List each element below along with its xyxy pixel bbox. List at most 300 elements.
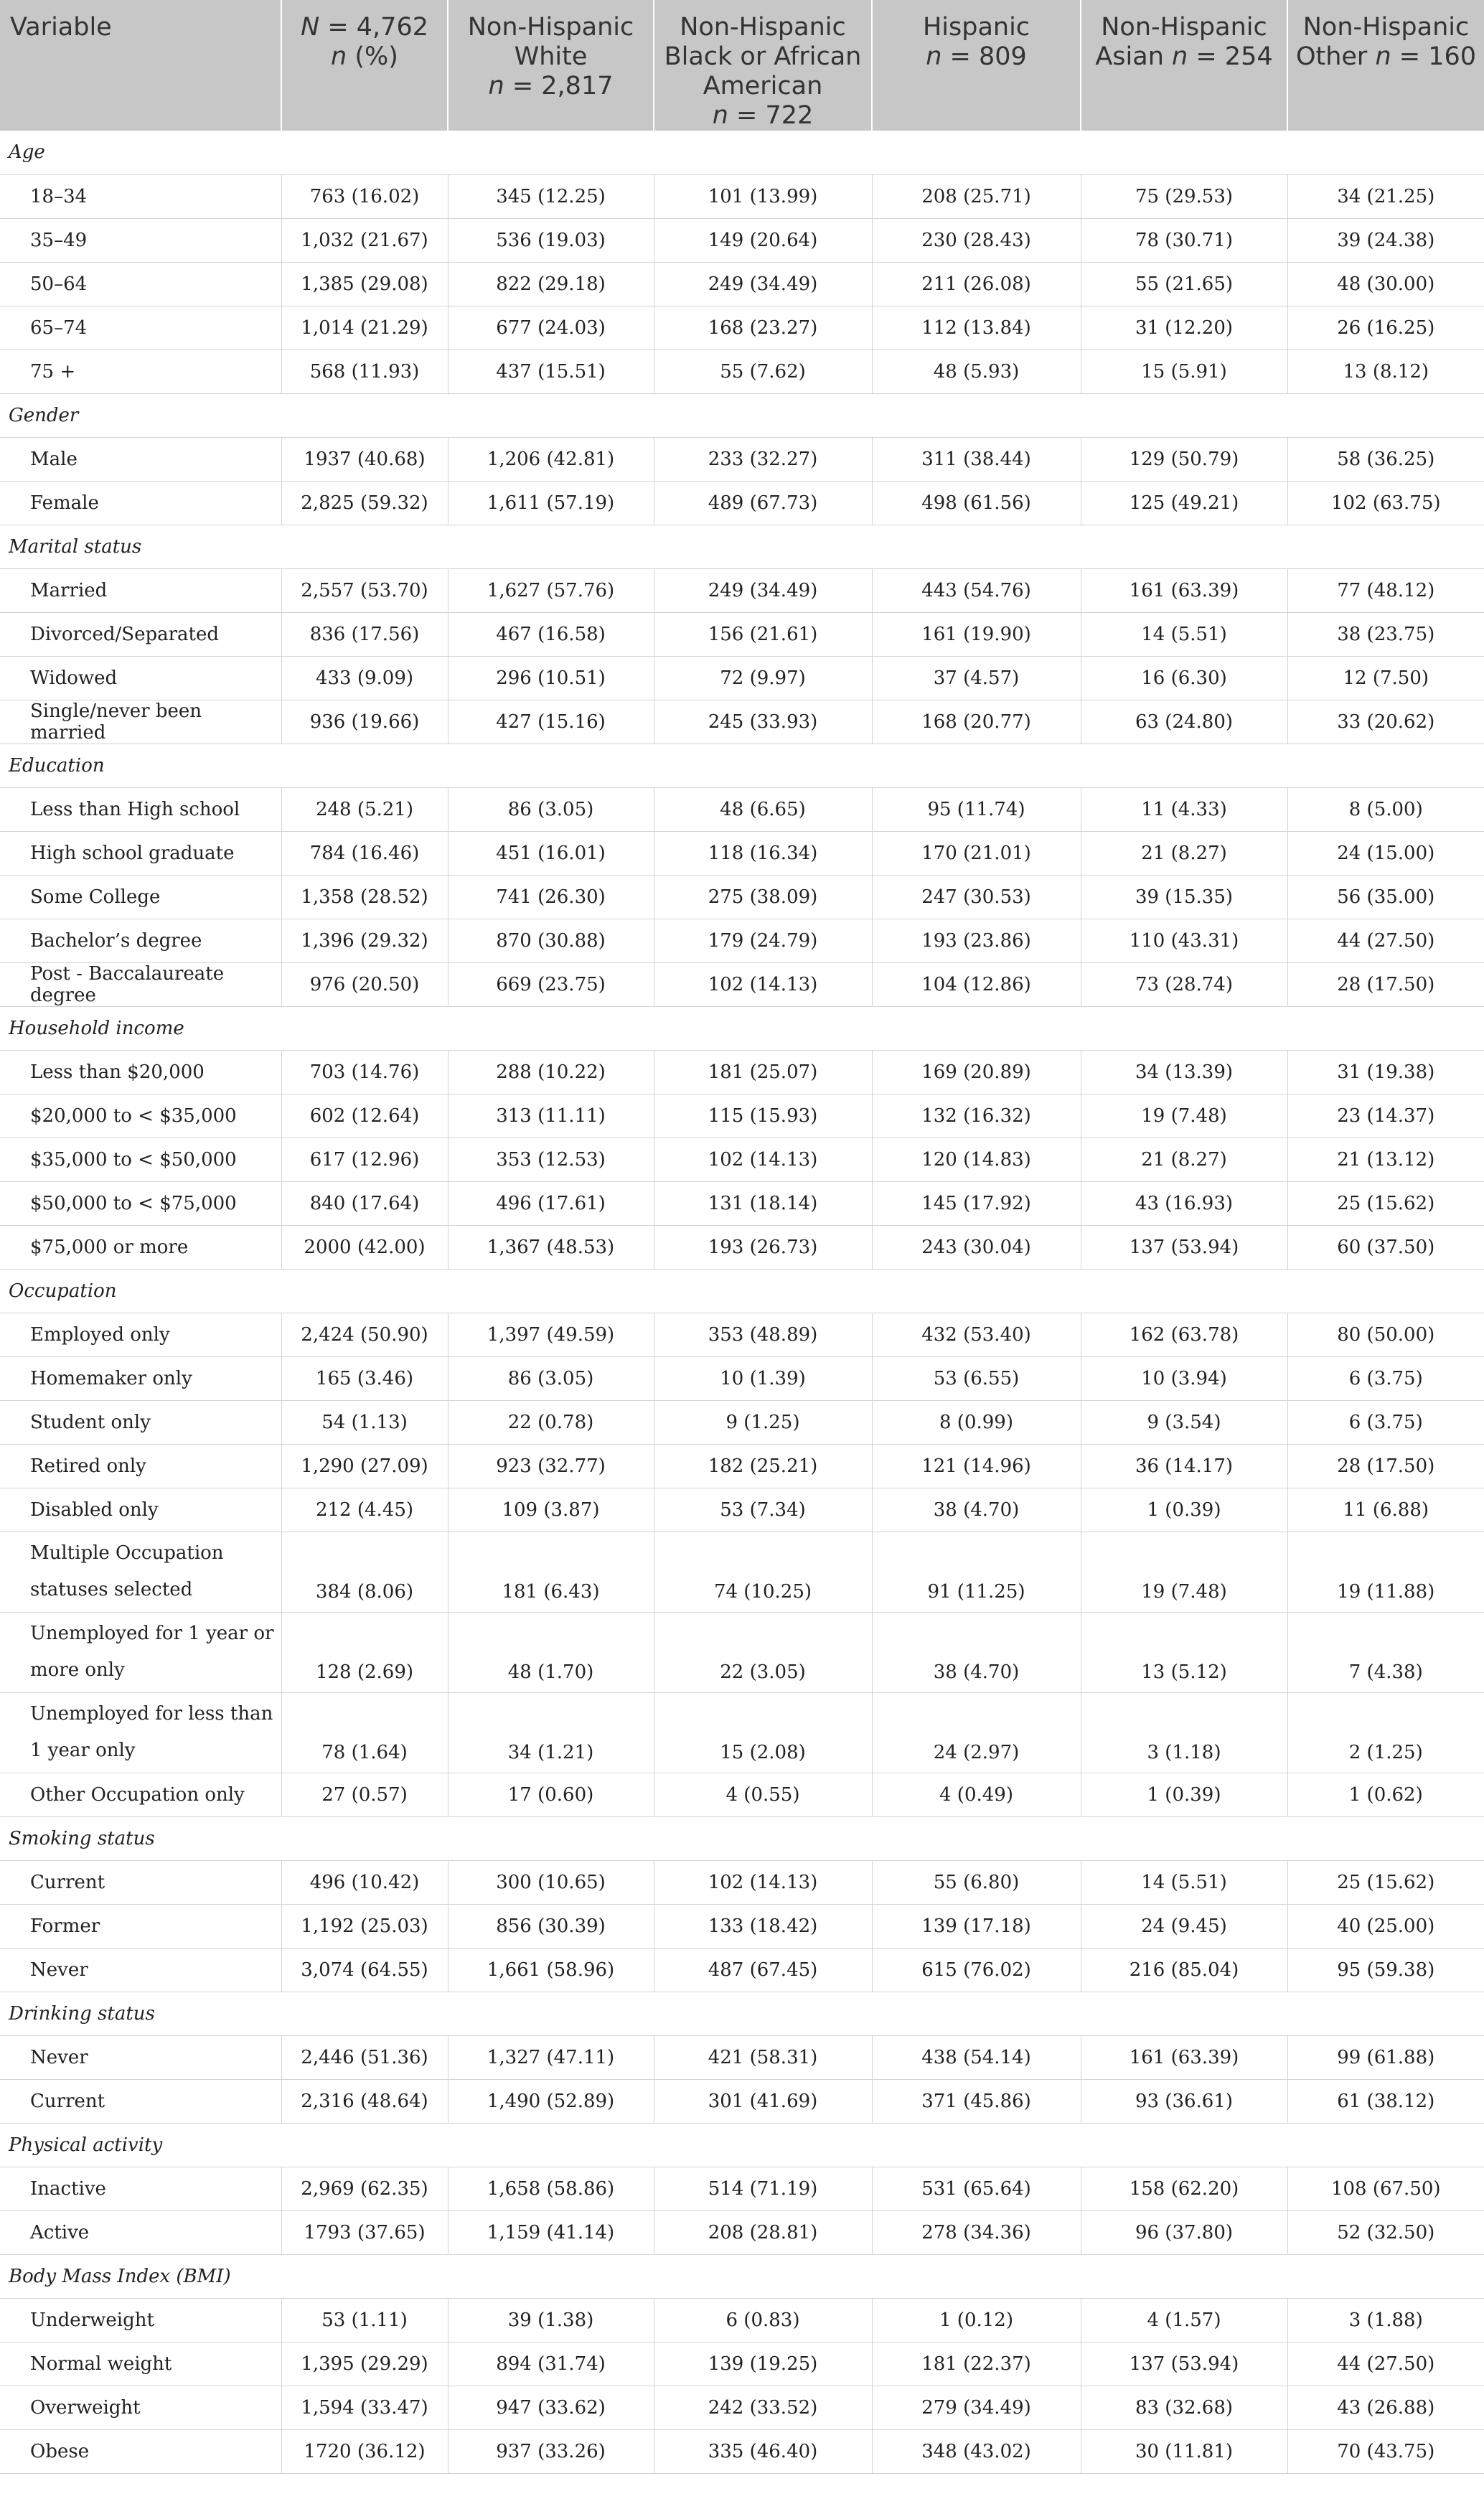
table-cell: 27 (0.57)	[281, 1773, 448, 1816]
table-row	[0, 1313, 1484, 1356]
table-cell: 313 (11.11)	[448, 1094, 654, 1138]
table-cell: 9 (3.54)	[1081, 1400, 1287, 1444]
row-label: Disabled only	[0, 1488, 281, 1532]
table-cell: 617 (12.96)	[281, 1138, 448, 1181]
table-cell: 335 (46.40)	[654, 2429, 872, 2473]
table-cell: 1,594 (33.47)	[281, 2386, 448, 2429]
row-label: $75,000 or more	[0, 1225, 281, 1269]
section-header-row	[0, 1006, 1484, 1050]
table-cell: 12 (7.50)	[1287, 656, 1484, 700]
table-row	[0, 1773, 1484, 1816]
table-cell: 38 (23.75)	[1287, 612, 1484, 656]
table-cell: 95 (59.38)	[1287, 1948, 1484, 1992]
table-cell: 86 (3.05)	[448, 1356, 654, 1400]
row-label: Never	[0, 2035, 281, 2079]
table-cell: 161 (63.39)	[1081, 568, 1287, 612]
section-title: Gender	[0, 393, 1484, 437]
table-cell: 245 (33.93)	[654, 700, 872, 744]
table-cell: 2,424 (50.90)	[281, 1313, 448, 1356]
table-cell: 96 (37.80)	[1081, 2210, 1287, 2254]
table-cell: 121 (14.96)	[872, 1444, 1081, 1488]
table-cell: 93 (36.61)	[1081, 2079, 1287, 2123]
table-cell: 353 (48.89)	[654, 1313, 872, 1356]
row-label: Student only	[0, 1400, 281, 1444]
table-cell: 279 (34.49)	[872, 2386, 1081, 2429]
table-cell: 28 (17.50)	[1287, 1444, 1484, 1488]
table-cell: 536 (19.03)	[448, 218, 654, 262]
table-cell: 14 (5.51)	[1081, 612, 1287, 656]
table-cell: 37 (4.57)	[872, 656, 1081, 700]
table-cell: 1,192 (25.03)	[281, 1904, 448, 1948]
row-label: Inactive	[0, 2167, 281, 2210]
table-row	[0, 656, 1484, 700]
table-cell: 61 (38.12)	[1287, 2079, 1484, 2123]
table-cell: 1,395 (29.29)	[281, 2342, 448, 2386]
table-cell: 822 (29.18)	[448, 262, 654, 306]
table-cell: 109 (3.87)	[448, 1488, 654, 1532]
table-cell: 43 (16.93)	[1081, 1181, 1287, 1225]
table-cell: 669 (23.75)	[448, 962, 654, 1006]
table-row	[0, 787, 1484, 831]
table-cell: 48 (6.65)	[654, 787, 872, 831]
table-cell: 300 (10.65)	[448, 1860, 654, 1904]
row-label: $35,000 to < $50,000	[0, 1138, 281, 1181]
row-label: Male	[0, 437, 281, 481]
table-cell: 91 (11.25)	[872, 1532, 1081, 1612]
table-cell: 498 (61.56)	[872, 481, 1081, 525]
table-cell: 168 (23.27)	[654, 306, 872, 350]
row-label: Widowed	[0, 656, 281, 700]
section-header-row	[0, 2123, 1484, 2167]
row-label: 75 +	[0, 350, 281, 393]
row-label: Less than High school	[0, 787, 281, 831]
table-cell: 25 (15.62)	[1287, 1181, 1484, 1225]
table-cell: 840 (17.64)	[281, 1181, 448, 1225]
table-row	[0, 1444, 1484, 1488]
table-cell: 75 (29.53)	[1081, 174, 1287, 218]
table-cell: 55 (7.62)	[654, 350, 872, 393]
table-cell: 129 (50.79)	[1081, 437, 1287, 481]
table-cell: 2,446 (51.36)	[281, 2035, 448, 2079]
row-label: Normal weight	[0, 2342, 281, 2386]
row-label: Overweight	[0, 2386, 281, 2429]
table-row	[0, 1904, 1484, 1948]
row-label: Former	[0, 1904, 281, 1948]
table-cell: 602 (12.64)	[281, 1094, 448, 1138]
table-cell: 1,661 (58.96)	[448, 1948, 654, 1992]
table-cell: 427 (15.16)	[448, 700, 654, 744]
row-label: Employed only	[0, 1313, 281, 1356]
row-label: 65–74	[0, 306, 281, 350]
table-cell: 870 (30.88)	[448, 919, 654, 962]
table-cell: 128 (2.69)	[281, 1612, 448, 1692]
row-label: Divorced/Separated	[0, 612, 281, 656]
table-cell: 21 (8.27)	[1081, 831, 1287, 875]
table-row	[0, 700, 1484, 744]
table-cell: 7 (4.38)	[1287, 1612, 1484, 1692]
table-cell: 70 (43.75)	[1287, 2429, 1484, 2473]
table-cell: 703 (14.76)	[281, 1050, 448, 1094]
table-cell: 118 (16.34)	[654, 831, 872, 875]
table-cell: 242 (33.52)	[654, 2386, 872, 2429]
table-cell: 102 (63.75)	[1287, 481, 1484, 525]
row-label: Multiple Occupation statuses selected	[0, 1532, 281, 1612]
table-row	[0, 1532, 1484, 1612]
table-row	[0, 1860, 1484, 1904]
table-cell: 1 (0.12)	[872, 2298, 1081, 2342]
table-cell: 489 (67.73)	[654, 481, 872, 525]
table-cell: 78 (30.71)	[1081, 218, 1287, 262]
table-row	[0, 2035, 1484, 2079]
section-title: Physical activity	[0, 2123, 1484, 2167]
row-label: Some College	[0, 875, 281, 919]
table-cell: 131 (18.14)	[654, 1181, 872, 1225]
table-cell: 102 (14.13)	[654, 1860, 872, 1904]
table-cell: 15 (5.91)	[1081, 350, 1287, 393]
table-cell: 836 (17.56)	[281, 612, 448, 656]
section-header-row	[0, 1269, 1484, 1313]
section-header-row	[0, 131, 1484, 174]
table-row	[0, 1094, 1484, 1138]
table-cell: 99 (61.88)	[1287, 2035, 1484, 2079]
section-title: Household income	[0, 1006, 1484, 1050]
table-cell: 24 (2.97)	[872, 1692, 1081, 1773]
table-row	[0, 1356, 1484, 1400]
table-cell: 496 (17.61)	[448, 1181, 654, 1225]
table-cell: 248 (5.21)	[281, 787, 448, 831]
row-label: Married	[0, 568, 281, 612]
table-cell: 48 (1.70)	[448, 1612, 654, 1692]
table-cell: 1,159 (41.14)	[448, 2210, 654, 2254]
table-row	[0, 1138, 1484, 1181]
table-cell: 25 (15.62)	[1287, 1860, 1484, 1904]
table-row	[0, 218, 1484, 262]
row-label: Post - Baccalaureate degree	[0, 962, 281, 1006]
table-cell: 936 (19.66)	[281, 700, 448, 744]
table-cell: 1,658 (58.86)	[448, 2167, 654, 2210]
row-label: Obese	[0, 2429, 281, 2473]
table-row	[0, 306, 1484, 350]
table-cell: 28 (17.50)	[1287, 962, 1484, 1006]
table-cell: 78 (1.64)	[281, 1692, 448, 1773]
table-row	[0, 2167, 1484, 2210]
table-cell: 181 (6.43)	[448, 1532, 654, 1612]
table-cell: 80 (50.00)	[1287, 1313, 1484, 1356]
table-cell: 443 (54.76)	[872, 568, 1081, 612]
table-header	[0, 0, 1484, 131]
table-cell: 54 (1.13)	[281, 1400, 448, 1444]
table-cell: 19 (11.88)	[1287, 1532, 1484, 1612]
table-cell: 168 (20.77)	[872, 700, 1081, 744]
table-row	[0, 437, 1484, 481]
table-cell: 1720 (36.12)	[281, 2429, 448, 2473]
row-label: Homemaker only	[0, 1356, 281, 1400]
table-row	[0, 1400, 1484, 1444]
table-cell: 1,396 (29.32)	[281, 919, 448, 962]
table-cell: 208 (28.81)	[654, 2210, 872, 2254]
table-row	[0, 174, 1484, 218]
row-label: Bachelor’s degree	[0, 919, 281, 962]
table-row	[0, 2210, 1484, 2254]
section-title: Marital status	[0, 525, 1484, 568]
table-cell: 301 (41.69)	[654, 2079, 872, 2123]
table-cell: 514 (71.19)	[654, 2167, 872, 2210]
table-cell: 487 (67.45)	[654, 1948, 872, 1992]
table-cell: 438 (54.14)	[872, 2035, 1081, 2079]
table-cell: 19 (7.48)	[1081, 1532, 1287, 1612]
table-row	[0, 2429, 1484, 2473]
row-label: Unemployed for less than 1 year only	[0, 1692, 281, 1773]
table-cell: 1,358 (28.52)	[281, 875, 448, 919]
table-cell: 233 (32.27)	[654, 437, 872, 481]
table-cell: 3 (1.18)	[1081, 1692, 1287, 1773]
table-cell: 39 (15.35)	[1081, 875, 1287, 919]
table-cell: 179 (24.79)	[654, 919, 872, 962]
table-cell: 8 (5.00)	[1287, 787, 1484, 831]
table-cell: 60 (37.50)	[1287, 1225, 1484, 1269]
table-row	[0, 919, 1484, 962]
header-total: N = 4,762 n (%)	[281, 0, 448, 131]
table-cell: 6 (0.83)	[654, 2298, 872, 2342]
table-cell: 763 (16.02)	[281, 174, 448, 218]
table-cell: 1,206 (42.81)	[448, 437, 654, 481]
table-cell: 21 (8.27)	[1081, 1138, 1287, 1181]
row-label: 35–49	[0, 218, 281, 262]
header-variable: Variable	[0, 0, 281, 131]
table-cell: 38 (4.70)	[872, 1612, 1081, 1692]
table-cell: 149 (20.64)	[654, 218, 872, 262]
table-cell: 30 (11.81)	[1081, 2429, 1287, 2473]
table-cell: 288 (10.22)	[448, 1050, 654, 1094]
header-row	[0, 0, 1484, 131]
table-cell: 937 (33.26)	[448, 2429, 654, 2473]
table-cell: 40 (25.00)	[1287, 1904, 1484, 1948]
table-cell: 23 (14.37)	[1287, 1094, 1484, 1138]
table-cell: 2 (1.25)	[1287, 1692, 1484, 1773]
table-row	[0, 1225, 1484, 1269]
table-cell: 104 (12.86)	[872, 962, 1081, 1006]
table-row	[0, 2079, 1484, 2123]
table-cell: 784 (16.46)	[281, 831, 448, 875]
table-cell: 120 (14.83)	[872, 1138, 1081, 1181]
table-cell: 137 (53.94)	[1081, 2342, 1287, 2386]
table-cell: 243 (30.04)	[872, 1225, 1081, 1269]
row-label: Other Occupation only	[0, 1773, 281, 1816]
table-cell: 1,032 (21.67)	[281, 218, 448, 262]
row-label: Current	[0, 2079, 281, 2123]
table-cell: 74 (10.25)	[654, 1532, 872, 1612]
table-cell: 139 (19.25)	[654, 2342, 872, 2386]
table-cell: 31 (12.20)	[1081, 306, 1287, 350]
table-cell: 34 (21.25)	[1287, 174, 1484, 218]
table-row	[0, 2298, 1484, 2342]
table-cell: 133 (18.42)	[654, 1904, 872, 1948]
table-cell: 1,014 (21.29)	[281, 306, 448, 350]
table-row	[0, 262, 1484, 306]
table-cell: 48 (30.00)	[1287, 262, 1484, 306]
table-cell: 8 (0.99)	[872, 1400, 1081, 1444]
table-body	[0, 131, 1484, 2473]
table-cell: 39 (24.38)	[1287, 218, 1484, 262]
table-cell: 1 (0.39)	[1081, 1773, 1287, 1816]
section-title: Body Mass Index (BMI)	[0, 2254, 1484, 2298]
table-cell: 15 (2.08)	[654, 1692, 872, 1773]
header-nh-black: Non-Hispanic Black or African American n = 722	[654, 0, 872, 131]
table-cell: 182 (25.21)	[654, 1444, 872, 1488]
table-row	[0, 2386, 1484, 2429]
row-label: Retired only	[0, 1444, 281, 1488]
table-cell: 86 (3.05)	[448, 787, 654, 831]
table-cell: 677 (24.03)	[448, 306, 654, 350]
table-row	[0, 568, 1484, 612]
section-header-row	[0, 525, 1484, 568]
table-cell: 73 (28.74)	[1081, 962, 1287, 1006]
table-cell: 55 (6.80)	[872, 1860, 1081, 1904]
table-cell: 53 (7.34)	[654, 1488, 872, 1532]
section-title: Education	[0, 744, 1484, 787]
table-cell: 11 (4.33)	[1081, 787, 1287, 831]
section-header-row	[0, 393, 1484, 437]
table-cell: 1,611 (57.19)	[448, 481, 654, 525]
table-cell: 296 (10.51)	[448, 656, 654, 700]
table-cell: 4 (1.57)	[1081, 2298, 1287, 2342]
table-cell: 2,825 (59.32)	[281, 481, 448, 525]
table-cell: 1,367 (48.53)	[448, 1225, 654, 1269]
table-cell: 193 (23.86)	[872, 919, 1081, 962]
table-cell: 72 (9.97)	[654, 656, 872, 700]
table-cell: 894 (31.74)	[448, 2342, 654, 2386]
row-label: Current	[0, 1860, 281, 1904]
table-cell: 741 (26.30)	[448, 875, 654, 919]
table-cell: 1793 (37.65)	[281, 2210, 448, 2254]
table-cell: 145 (17.92)	[872, 1181, 1081, 1225]
table-cell: 13 (5.12)	[1081, 1612, 1287, 1692]
table-row	[0, 1948, 1484, 1992]
table-cell: 158 (62.20)	[1081, 2167, 1287, 2210]
table-cell: 348 (43.02)	[872, 2429, 1081, 2473]
table-cell: 125 (49.21)	[1081, 481, 1287, 525]
table-cell: 169 (20.89)	[872, 1050, 1081, 1094]
table-cell: 36 (14.17)	[1081, 1444, 1287, 1488]
table-cell: 19 (7.48)	[1081, 1094, 1287, 1138]
table-cell: 230 (28.43)	[872, 218, 1081, 262]
row-label: Unemployed for 1 year or more only	[0, 1612, 281, 1692]
table-cell: 43 (26.88)	[1287, 2386, 1484, 2429]
table-cell: 39 (1.38)	[448, 2298, 654, 2342]
table-cell: 77 (48.12)	[1287, 568, 1484, 612]
row-label: Underweight	[0, 2298, 281, 2342]
table-row	[0, 1692, 1484, 1773]
table-row	[0, 831, 1484, 875]
table-cell: 193 (26.73)	[654, 1225, 872, 1269]
table-cell: 496 (10.42)	[281, 1860, 448, 1904]
table-cell: 38 (4.70)	[872, 1488, 1081, 1532]
table-cell: 3 (1.88)	[1287, 2298, 1484, 2342]
table-row	[0, 1612, 1484, 1692]
table-cell: 2,969 (62.35)	[281, 2167, 448, 2210]
table-cell: 421 (58.31)	[654, 2035, 872, 2079]
table-cell: 208 (25.71)	[872, 174, 1081, 218]
table-row	[0, 962, 1484, 1006]
row-label: Never	[0, 1948, 281, 1992]
table-cell: 353 (12.53)	[448, 1138, 654, 1181]
table-cell: 63 (24.80)	[1081, 700, 1287, 744]
table-row	[0, 1181, 1484, 1225]
table-cell: 345 (12.25)	[448, 174, 654, 218]
table-row	[0, 875, 1484, 919]
section-header-row	[0, 2254, 1484, 2298]
table-cell: 947 (33.62)	[448, 2386, 654, 2429]
table-cell: 161 (19.90)	[872, 612, 1081, 656]
header-nh-asian: Non-Hispanic Asian n = 254	[1081, 0, 1287, 131]
table-cell: 1,290 (27.09)	[281, 1444, 448, 1488]
table-cell: 275 (38.09)	[654, 875, 872, 919]
table-cell: 17 (0.60)	[448, 1773, 654, 1816]
table-cell: 34 (1.21)	[448, 1692, 654, 1773]
table-cell: 249 (34.49)	[654, 262, 872, 306]
table-cell: 24 (15.00)	[1287, 831, 1484, 875]
table-cell: 2,557 (53.70)	[281, 568, 448, 612]
table-cell: 1,385 (29.08)	[281, 262, 448, 306]
table-cell: 923 (32.77)	[448, 1444, 654, 1488]
table-cell: 2,316 (48.64)	[281, 2079, 448, 2123]
table-cell: 24 (9.45)	[1081, 1904, 1287, 1948]
table-cell: 13 (8.12)	[1287, 350, 1484, 393]
table-cell: 6 (3.75)	[1287, 1356, 1484, 1400]
table-cell: 249 (34.49)	[654, 568, 872, 612]
table-cell: 33 (20.62)	[1287, 700, 1484, 744]
section-title: Drinking status	[0, 1992, 1484, 2035]
section-header-row	[0, 1816, 1484, 1860]
row-label: Active	[0, 2210, 281, 2254]
table-cell: 3,074 (64.55)	[281, 1948, 448, 1992]
table-cell: 568 (11.93)	[281, 350, 448, 393]
table-cell: 44 (27.50)	[1287, 919, 1484, 962]
table-cell: 216 (85.04)	[1081, 1948, 1287, 1992]
table-cell: 437 (15.51)	[448, 350, 654, 393]
section-title: Age	[0, 131, 1484, 174]
table-cell: 53 (6.55)	[872, 1356, 1081, 1400]
table-cell: 31 (19.38)	[1287, 1050, 1484, 1094]
table-cell: 34 (13.39)	[1081, 1050, 1287, 1094]
table-cell: 26 (16.25)	[1287, 306, 1484, 350]
table-cell: 22 (3.05)	[654, 1612, 872, 1692]
table-cell: 170 (21.01)	[872, 831, 1081, 875]
row-label: 18–34	[0, 174, 281, 218]
row-label: $20,000 to < $35,000	[0, 1094, 281, 1138]
table-cell: 371 (45.86)	[872, 2079, 1081, 2123]
table-cell: 1,397 (49.59)	[448, 1313, 654, 1356]
table-cell: 1,627 (57.76)	[448, 568, 654, 612]
section-title: Smoking status	[0, 1816, 1484, 1860]
table-cell: 531 (65.64)	[872, 2167, 1081, 2210]
table-cell: 58 (36.25)	[1287, 437, 1484, 481]
table-cell: 161 (63.39)	[1081, 2035, 1287, 2079]
table-cell: 14 (5.51)	[1081, 1860, 1287, 1904]
table-cell: 4 (0.55)	[654, 1773, 872, 1816]
table-cell: 165 (3.46)	[281, 1356, 448, 1400]
table-cell: 1 (0.39)	[1081, 1488, 1287, 1532]
table-cell: 112 (13.84)	[872, 306, 1081, 350]
table-cell: 278 (34.36)	[872, 2210, 1081, 2254]
table-cell: 53 (1.11)	[281, 2298, 448, 2342]
table-cell: 44 (27.50)	[1287, 2342, 1484, 2386]
table-cell: 21 (13.12)	[1287, 1138, 1484, 1181]
table-cell: 2000 (42.00)	[281, 1225, 448, 1269]
section-header-row	[0, 744, 1484, 787]
row-label: Less than $20,000	[0, 1050, 281, 1094]
table-cell: 115 (15.93)	[654, 1094, 872, 1138]
